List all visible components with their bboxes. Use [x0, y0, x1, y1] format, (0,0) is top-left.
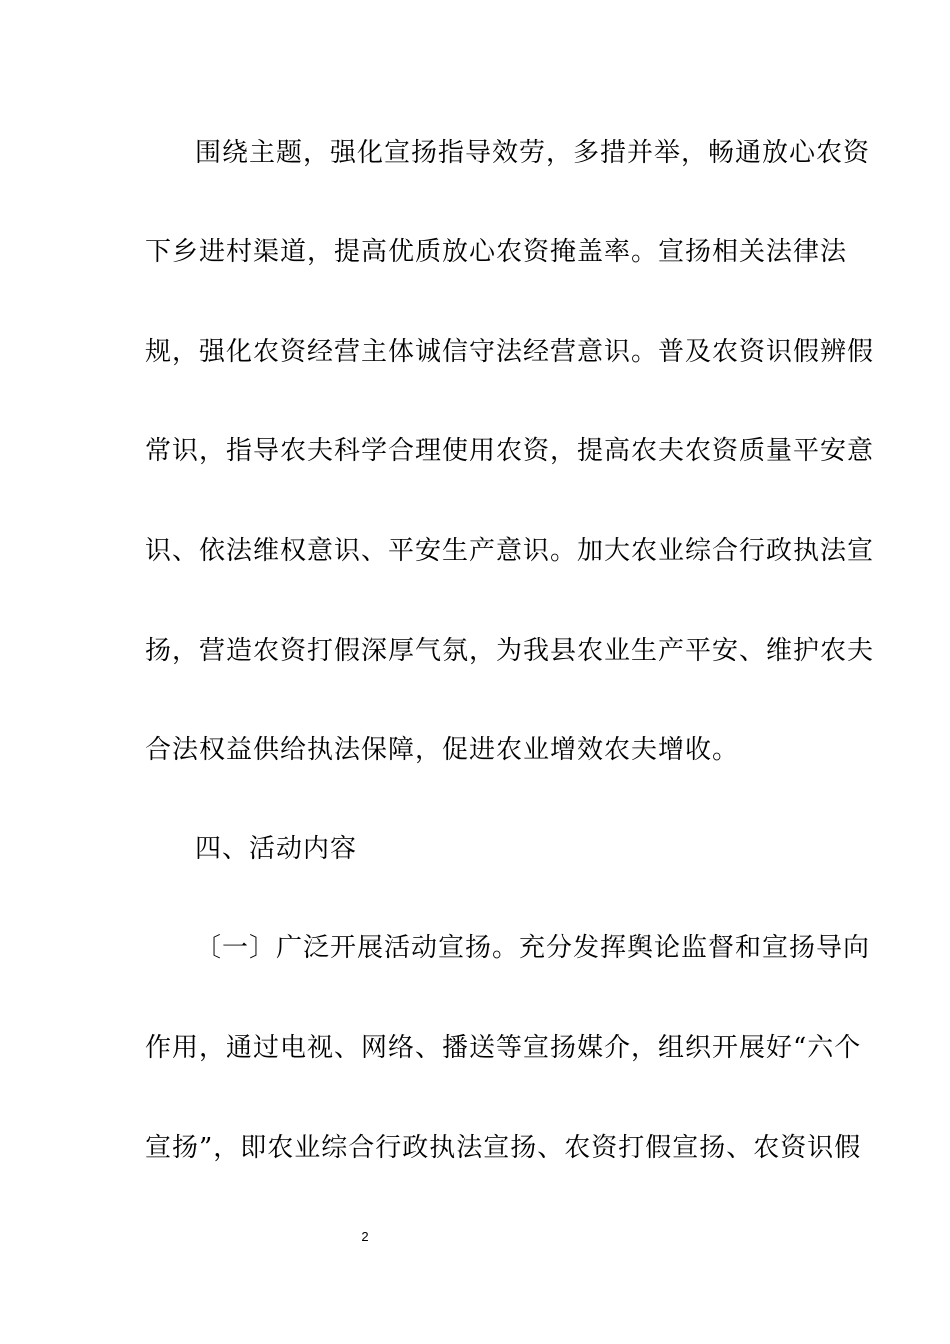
page-number: 2	[361, 1229, 369, 1244]
paragraph-1-line-1: 围绕主题，强化宣扬指导效劳，多措并举，畅通放心农资	[195, 138, 871, 168]
paragraph-2-line-3: 宣扬”，即农业综合行政执法宣扬、农资打假宣扬、农资识假	[145, 1133, 862, 1163]
paragraph-1-line-4: 常识，指导农夫科学合理使用农资，提高农夫农资质量平安意	[145, 436, 875, 466]
section-heading: 四、活动内容	[195, 834, 358, 864]
paragraph-1-line-7: 合法权益供给执法保障，促进农业增效农夫增收。	[145, 735, 740, 765]
paragraph-2-line-2: 作用，通过电视、网络、播送等宣扬媒介，组织开展好“六个	[145, 1033, 862, 1063]
paragraph-1-line-6: 扬，营造农资打假深厚气氛，为我县农业生产平安、维护农夫	[145, 636, 875, 666]
paragraph-1-line-5: 识、依法维权意识、平安生产意识。加大农业综合行政执法宣	[145, 536, 875, 566]
paragraph-1-line-2: 下乡进村渠道，提高优质放心农资掩盖率。宣扬相关法律法	[145, 237, 848, 267]
paragraph-2-line-1: 〔一〕广泛开展活动宣扬。充分发挥舆论监督和宣扬导向	[195, 933, 871, 963]
paragraph-1-line-3: 规，强化农资经营主体诚信守法经营意识。普及农资识假辨假	[145, 337, 875, 367]
